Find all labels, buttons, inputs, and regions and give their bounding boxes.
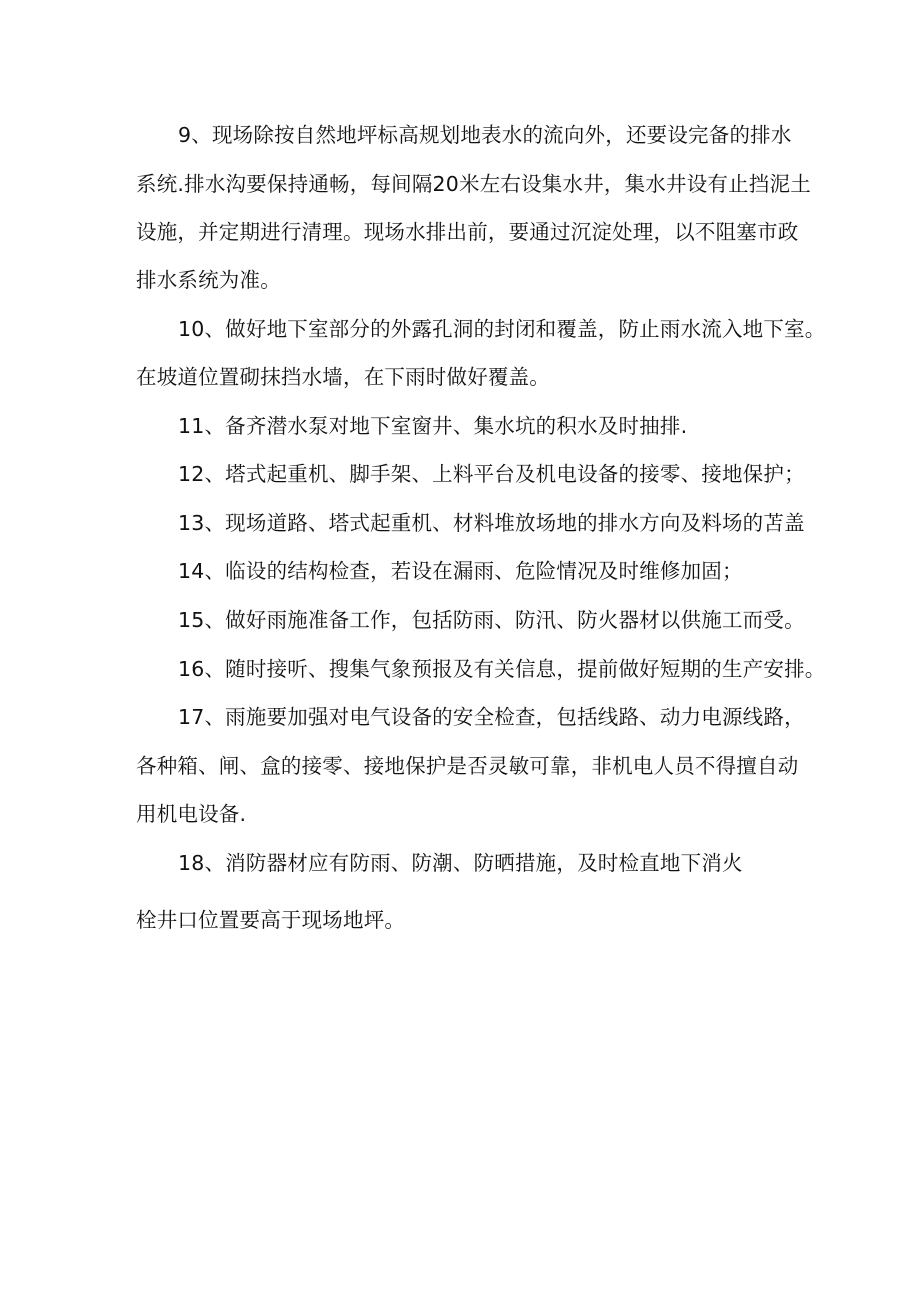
paragraph-15: 15、做好雨施准备工作，包括防雨、防汛、防火器材以供施工而受。	[178, 608, 805, 632]
paragraph-16: 16、随时接听、搜集气象预报及有关信息，提前做好短期的生产安排。	[178, 657, 826, 681]
paragraph-18-line-2: 栓井口位置要高于现场地坪。	[136, 908, 406, 932]
paragraph-17-line-1: 17、雨施要加强对电气设备的安全检查，包括线路、动力电源线路，	[178, 705, 805, 729]
paragraph-13: 13、现场道路、塔式起重机、材料堆放场地的排水方向及料场的苫盖	[178, 511, 805, 535]
paragraph-9-line-2: 系统.排水沟要保持通畅，每间隔20米左右设集水井，集水井设有止挡泥土	[136, 172, 811, 196]
paragraph-10-line-1: 10、做好地下室部分的外露孔洞的封闭和覆盖，防止雨水流入地下室。	[178, 317, 826, 341]
paragraph-10-line-2: 在坡道位置砌抹挡水墙，在下雨时做好覆盖。	[136, 365, 550, 389]
paragraph-9-line-1: 9、现场除按自然地坪标高规划地表水的流向外，还要设完备的排水	[178, 123, 792, 147]
paragraph-9-line-4: 排水系统为准。	[136, 268, 281, 292]
paragraph-18-line-1: 18、消防器材应有防雨、防潮、防晒措施，及时检直地下消火	[178, 851, 743, 875]
paragraph-11: 11、备齐潜水泵对地下室窗井、集水坑的积水及时抽排.	[178, 414, 688, 438]
paragraph-17-line-2: 各种箱、闸、盒的接零、接地保护是否灵敏可靠，非机电人员不得擅自动	[136, 754, 799, 778]
paragraph-17-line-3: 用机电设备.	[136, 802, 247, 826]
paragraph-12: 12、塔式起重机、脚手架、上料平台及机电设备的接零、接地保护；	[178, 462, 805, 486]
paragraph-9-line-3: 设施，并定期进行清理。现场水排出前，要通过沉淀处理，以不阻塞市政	[136, 220, 799, 244]
paragraph-14: 14、临设的结构检查，若设在漏雨、危险情况及时维修加固；	[178, 559, 743, 583]
